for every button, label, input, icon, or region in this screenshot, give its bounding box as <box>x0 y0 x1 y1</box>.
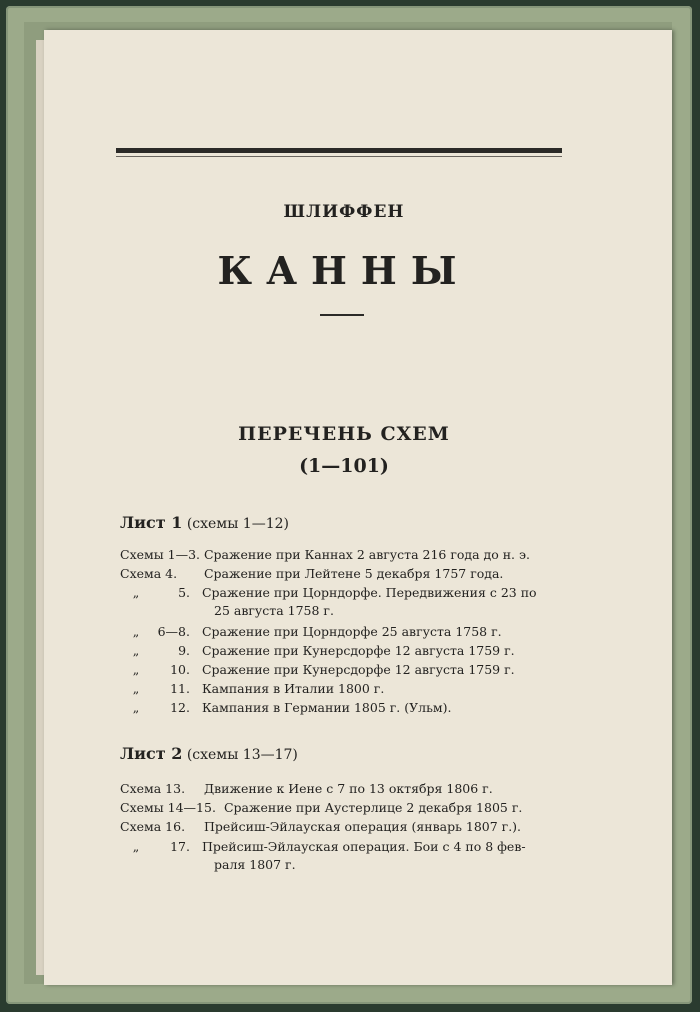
list-item: Схемы 14—15. Сражение при Аустерлице 2 декабря 1805 г. <box>120 800 523 815</box>
list-item: Схема 4. Сражение при Лейтене 5 декабря 1757 года. <box>120 566 504 581</box>
list-item: „ 17. Прейсиш-Эйлауская операция. Бои с 4 по 8 фев- <box>132 839 526 854</box>
list-item: Схема 16. Прейсиш-Эйлауская операция (январь 1807 г.). <box>120 819 522 834</box>
sheet-2-range: (схемы 13—17) <box>186 747 298 763</box>
book-title: КАННЫ <box>217 248 471 293</box>
list-item: „ 9. Сражение при Кунерсдорфе 12 августа 1759 г. <box>132 643 515 658</box>
sheet-1-range: (схемы 1—12) <box>186 516 289 532</box>
list-item: Схема 13. Движение к Иене с 7 по 13 октября 1806 г. <box>120 781 493 796</box>
list-item: „ 11. Кампания в Италии 1800 г. <box>132 681 385 696</box>
list-item: „ 5. Сражение при Цорндорфе. Передвижения с 23 по <box>132 585 537 600</box>
sheet-1-name: Лист 1 <box>120 513 183 532</box>
list-range: (1—101) <box>299 455 389 477</box>
sheet-2-heading <box>120 744 298 763</box>
list-item: „ 12. Кампания в Германии 1805 г. (Ульм). <box>132 700 452 715</box>
list-item: Схемы 1—3. Сражение при Каннах 2 августа 216 года до н. э. <box>120 547 530 562</box>
list-item-continuation: раля 1807 г. <box>214 857 296 872</box>
sheet-2-name: Лист 2 <box>120 744 183 763</box>
top-rule <box>116 148 562 153</box>
list-item-continuation: 25 августа 1758 г. <box>214 603 334 618</box>
title-divider <box>320 314 364 316</box>
document-page <box>44 30 672 985</box>
list-heading: ПЕРЕЧЕНЬ СХЕМ <box>238 423 450 445</box>
list-item: „ 10. Сражение при Кунерсдорфе 12 августа 1759 г. <box>132 662 515 677</box>
author-name: ШЛИФФЕН <box>283 202 405 222</box>
top-rule-thin <box>116 156 562 157</box>
sheet-1-heading <box>120 513 289 532</box>
list-item: „ 6—8. Сражение при Цорндорфе 25 августа 1758 г. <box>132 624 502 639</box>
